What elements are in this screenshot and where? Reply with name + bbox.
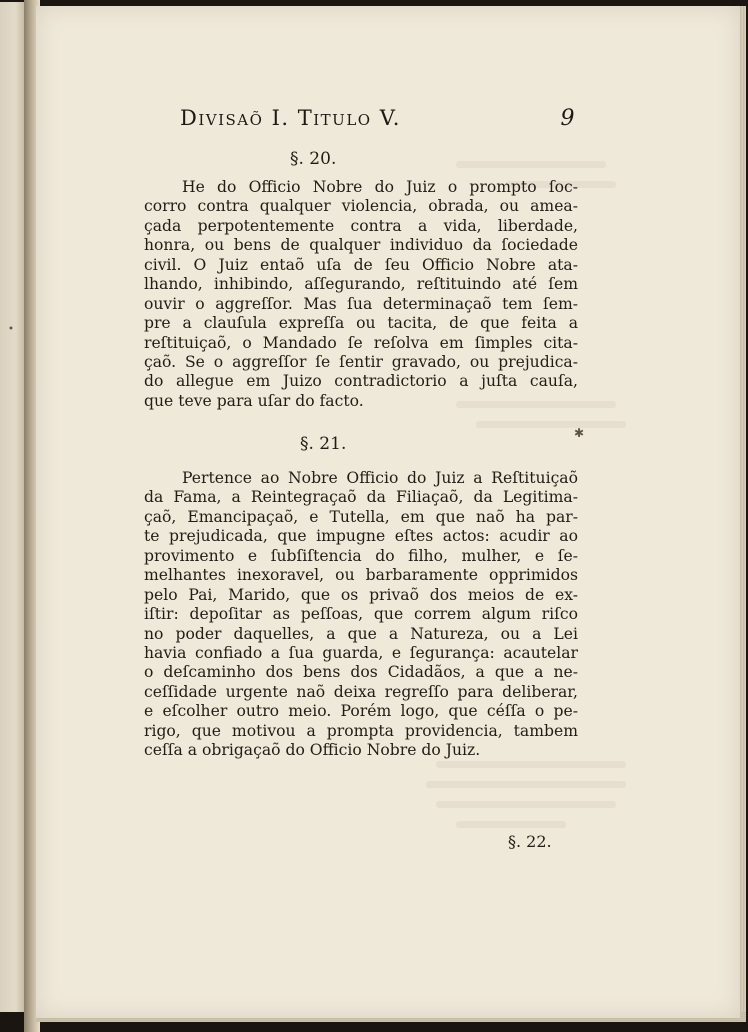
text-line: He do Officio Nobre do Juiz o prompto ſoc- (182, 178, 578, 196)
text-line: reſtituiçaõ, o Mandado ſe reſolva em ſimples cita- (144, 333, 578, 352)
text-line: que teve para uſar do facto. (144, 391, 364, 410)
text-line: melhantes inexoravel, ou barbaramente opprimidos (144, 566, 578, 585)
text-line: pelo Pai, Marido, que os privaõ dos meios de ex- (144, 585, 578, 604)
running-header (180, 106, 576, 136)
text-line: çada perpotentemente contra a vida, liberdade, (144, 216, 578, 235)
book-page (8, 6, 740, 1018)
text-line: pre a clauſula expreſſa ou tacita, de que feita a (144, 314, 578, 333)
text-line: civil. O Juiz entaõ uſa de ſeu Officio Nobre ata- (144, 255, 578, 274)
text-line: o deſcaminho dos bens dos Cidadãos, a que a ne- (144, 663, 578, 682)
text-line: e eſcolher outro meio. Porém logo, que céſſa o pe- (144, 702, 578, 721)
section-heading-21: §. 21. (300, 434, 347, 454)
text-line: ceſſidade urgente naõ deixa regreſſo para deliberar, (144, 682, 578, 701)
text-line: çaõ, Emancipaçaõ, e Tutella, em que naõ ha par- (144, 507, 578, 526)
text-line: provimento e ſubſiſtencia do filho, mulher, e ſe- (144, 546, 578, 565)
text-line: ouvir o aggreſſor. Mas ſua determinaçaõ tem ſem- (144, 294, 578, 313)
text-line: ceſſa a obrigaçaõ do Officio Nobre do Juiz. (144, 741, 481, 760)
text-line: da Fama, a Reintegraçaõ da Filiaçaõ, da Legitima- (144, 488, 578, 507)
text-line: iſtir: depoſitar as peſſoas, que correm algum riſco (144, 605, 578, 624)
ink-blot: ✱ (574, 426, 585, 440)
section-heading-20: §. 20. (290, 149, 337, 169)
margin-speck: • (8, 324, 14, 335)
paragraph-section-21 (144, 469, 578, 761)
paragraph-section-20 (144, 178, 578, 411)
text-line: Pertence ao Nobre Officio do Juiz a Reſtituiçaõ (182, 469, 578, 487)
text-line: do allegue em Juizo contradictorio a juſta cauſa, (144, 372, 578, 391)
text-line: honra, ou bens de qualquer individuo da ſociedade (144, 236, 578, 255)
running-header-title: Divisaõ I. Titulo V. (180, 106, 401, 130)
text-line: havia confiado a ſua guarda, e ſegurança: acautelar (144, 643, 578, 662)
text-line: rigo, que motivou a prompta providencia, tambem (144, 721, 578, 740)
text-line: çaõ. Se o aggreſſor ſe ſentir gravado, ou prejudica- (144, 352, 578, 371)
catchword: §. 22. (508, 832, 552, 851)
text-line: te prejudicada, que impugne eſtes actos: acudir ao (144, 527, 578, 546)
text-line: no poder daquelles, a que a Natureza, ou a Lei (144, 624, 578, 643)
text-line: lhando, inhibindo, aſſegurando, reſtituindo até ſem (144, 275, 578, 294)
text-line: corro contra qualquer violencia, obrada, ou amea- (144, 197, 578, 216)
page-number: 9 (560, 106, 576, 131)
